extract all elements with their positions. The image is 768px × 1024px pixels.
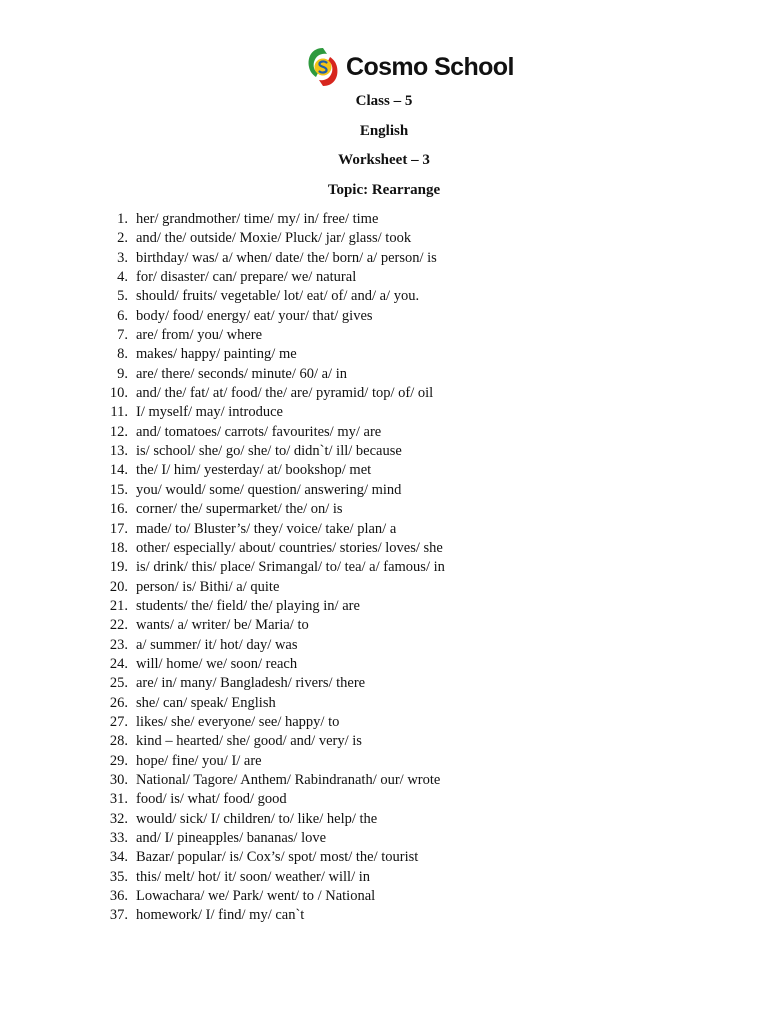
item-text: other/ especially/ about/ countries/ stories/ loves/ she <box>136 539 443 556</box>
item-number: 25. <box>109 675 128 692</box>
item-number: 36. <box>109 888 128 905</box>
cosmo-school-emblem-icon <box>305 45 341 89</box>
subject-heading: English <box>359 123 409 139</box>
item-text: her/ grandmother/ time/ my/ in/ free/ time <box>136 211 379 227</box>
item-text: should/ fruits/ vegetable/ lot/ eat/ of/ and/ a/ you. <box>136 288 420 305</box>
item-number: 8. <box>117 346 128 363</box>
item-number: 34. <box>109 849 128 866</box>
item-text: and/ tomatoes/ carrots/ favourites/ my/ are <box>136 423 382 440</box>
item-number: 18. <box>109 539 128 556</box>
item-text: makes/ happy/ painting/ me <box>136 346 297 363</box>
item-text: person/ is/ Bithi/ a/ quite <box>136 578 280 595</box>
item-number: 35. <box>109 868 128 885</box>
item-text: kind – hearted/ she/ good/ and/ very/ is <box>136 733 362 750</box>
item-number: 13. <box>109 443 128 460</box>
item-text: food/ is/ what/ food/ good <box>136 791 287 808</box>
item-text: and/ the/ fat/ at/ food/ the/ are/ pyramid/ top/ of/ oil <box>136 385 434 402</box>
item-text: is/ drink/ this/ place/ Srimangal/ to/ tea/ a/ famous/ in <box>136 559 445 576</box>
item-number: 33. <box>109 830 128 846</box>
item-text: likes/ she/ everyone/ see/ happy/ to <box>136 713 340 730</box>
item-number: 3. <box>117 249 128 266</box>
worksheet-heading: Worksheet – 3 <box>338 152 430 168</box>
item-text: body/ food/ energy/ eat/ your/ that/ gives <box>136 307 373 324</box>
item-number: 26. <box>109 694 128 711</box>
item-text: and/ the/ outside/ Moxie/ Pluck/ jar/ glass/ took <box>136 230 412 247</box>
item-text: wants/ a/ writer/ be/ Maria/ to <box>136 617 309 634</box>
item-text: are/ from/ you/ where <box>136 327 263 344</box>
item-number: 10. <box>109 385 128 402</box>
item-text: Bazar/ popular/ is/ Cox’s/ spot/ most/ the/ tourist <box>136 849 419 866</box>
item-number: 16. <box>109 501 128 518</box>
logo-text: Cosmo School <box>346 52 514 81</box>
item-number: 5. <box>117 288 128 305</box>
class-heading: Class – 5 <box>355 93 413 109</box>
item-text: are/ in/ many/ Bangladesh/ rivers/ there <box>136 675 366 692</box>
item-text: are/ there/ seconds/ minute/ 60/ a/ in <box>136 365 347 382</box>
item-number: 12. <box>109 423 128 440</box>
item-number: 15. <box>109 481 128 498</box>
item-number: 7. <box>117 327 128 344</box>
item-text: for/ disaster/ can/ prepare/ we/ natural <box>136 269 357 286</box>
topic-heading: Topic: Rearrange <box>327 182 441 198</box>
item-text: is/ school/ she/ go/ she/ to/ didn`t/ ill/ because <box>136 443 402 460</box>
item-text: would/ sick/ I/ children/ to/ like/ help/ the <box>136 810 378 827</box>
item-number: 11. <box>110 404 128 421</box>
item-number: 14. <box>109 462 128 479</box>
item-text: homework/ I/ find/ my/ can`t <box>136 907 305 924</box>
item-text: corner/ the/ supermarket/ the/ on/ is <box>136 501 343 518</box>
item-number: 2. <box>117 230 128 247</box>
item-number: 24. <box>109 655 128 672</box>
item-text: National/ Tagore/ Anthem/ Rabindranath/ our/ wrote <box>136 771 441 788</box>
item-text: this/ melt/ hot/ it/ soon/ weather/ will/ in <box>136 868 370 885</box>
item-number: 19. <box>109 559 128 576</box>
item-number: 22. <box>109 617 128 634</box>
item-number: 21. <box>109 597 128 614</box>
item-number: 30. <box>109 771 128 788</box>
item-text: you/ would/ some/ question/ answering/ mind <box>136 481 402 498</box>
item-number: 20. <box>109 578 128 595</box>
item-number: 27. <box>109 713 128 730</box>
item-text: a/ summer/ it/ hot/ day/ was <box>136 636 298 653</box>
item-text: students/ the/ field/ the/ playing in/ are <box>136 597 360 614</box>
school-logo <box>305 44 514 90</box>
item-text: hope/ fine/ you/ I/ are <box>136 752 262 769</box>
item-number: 31. <box>109 791 128 808</box>
item-number: 1. <box>117 211 128 227</box>
item-number: 32. <box>109 810 128 827</box>
item-number: 23. <box>109 636 128 653</box>
item-text: made/ to/ Bluster’s/ they/ voice/ take/ plan/ a <box>136 520 397 537</box>
item-number: 28. <box>109 733 128 750</box>
item-number: 37. <box>109 907 128 924</box>
item-text: she/ can/ speak/ English <box>136 694 276 711</box>
item-text: birthday/ was/ a/ when/ date/ the/ born/ a/ person/ is <box>136 249 437 266</box>
item-number: 4. <box>117 269 128 286</box>
item-text: Lowachara/ we/ Park/ went/ to / National <box>136 888 376 905</box>
item-text: will/ home/ we/ soon/ reach <box>136 655 298 672</box>
item-text: the/ I/ him/ yesterday/ at/ bookshop/ met <box>136 462 372 479</box>
item-number: 17. <box>109 520 128 537</box>
item-text: I/ myself/ may/ introduce <box>136 404 283 421</box>
item-number: 9. <box>117 365 128 382</box>
item-number: 6. <box>117 307 128 324</box>
item-text: and/ I/ pineapples/ bananas/ love <box>136 830 327 846</box>
item-number: 29. <box>109 752 128 769</box>
